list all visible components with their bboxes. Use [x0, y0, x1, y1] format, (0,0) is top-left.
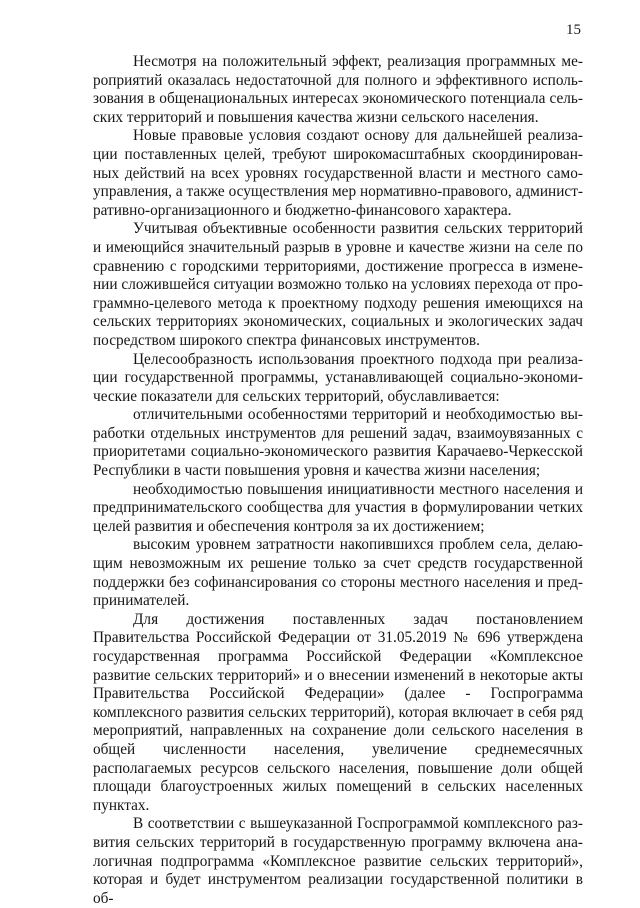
- paragraph-4: Целесообразность использования проектного подхода при реализации государственной программы, устанавливающей социально-экономические показатели для сельских территорий, обуславливается:: [93, 350, 583, 405]
- paragraph-2: Новые правовые условия создают основу для дальнейшей реализации поставленных целей, требуют широкомасштабных скоординированных действий на всех уровнях государственной власти и местного самоуправления, а также осуществления мер нормативно-правового, административно-организационного и бюджетно-финансового характера.: [93, 127, 583, 219]
- paragraph-6: В соответствии с вышеуказанной Госпрограммой комплексного развития сельских территорий в государственную программу включена аналогичная подпрограмма «Комплексное развитие сельских территорий», которая и будет инструментом реализации государственной политики в об-: [93, 815, 583, 907]
- list-item-2: необходимостью повышения инициативности местного населения и предпринимательского сообщества для участия в формулировании четких целей развития и обеспечения контроля за их достижением;: [93, 480, 583, 535]
- paragraph-5: Для достижения поставленных задач постановлением Правительства Российской Федерации от 31.05.2019 № 696 утверждена государственная программа Российской Федерации «Комплексное развитие сельских территорий» и о внесении изменений в некоторые акты Правительства Российской Федерации» (далее - Госпрограмма комплексного развития сельских территорий), которая включает в себя ряд мероприятий, направленных на сохранение доли сельского населения в общей численности населения, увеличение среднемесячных располагаемых ресурсов сельского населения, повышение доли общей площади благоустроенных жилых помещений в сельских населенных пунктах.: [93, 610, 583, 814]
- list-item-1: отличительными особенностями территорий и необходимостью выработки отдельных инструментов для решений задач, взаимоувязанных с приоритетами социально-экономического развития Карачаево-Черкесской Республики в части повышения уровня и качества жизни населения;: [93, 406, 583, 480]
- paragraph-1: Несмотря на положительный эффект, реализация программных мероприятий оказалась недостаточной для полного и эффективного использования в общенациональных интересах экономического потенциала сельских территорий и повышения качества жизни сельского населения.: [93, 53, 583, 126]
- paragraph-3: Учитывая объективные особенности развития сельских территорий и имеющийся значительный разрыв в уровне и качестве жизни на селе по сравнению с городскими территориями, достижение прогресса в изменении сложившейся ситуации возможно только на условиях перехода от программно-целевого метода к проектному подходу решения имеющихся на сельских территориях экономических, социальных и экологических задач посредством широкого спектра финансовых инструментов.: [93, 220, 583, 349]
- page-number: 15: [566, 22, 581, 38]
- document-body: [93, 53, 583, 908]
- list-item-3: высоким уровнем затратности накопившихся проблем села, делающим невозможным их решение только за счет средств государственной поддержки без софинансирования со стороны местного населения и предпринимателей.: [93, 536, 583, 610]
